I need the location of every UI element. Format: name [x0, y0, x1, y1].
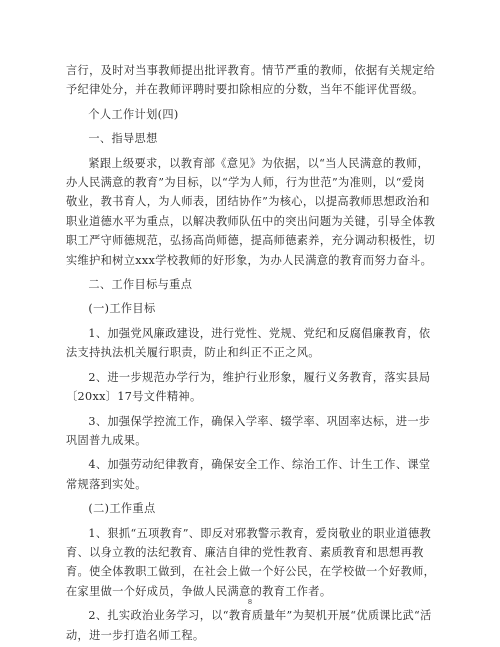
subheading-work-focus: (二)工作重点 — [88, 502, 156, 516]
heading-goals-and-focus: 二、工作目标与重点 — [88, 278, 193, 292]
focus-item-1: 1、狠抓“五项教育”、即反对邪教警示教育，爱岗敬业的职业道德教育、以身立教的法纪教育、廉洁自律的党性教育、素质教育和思想再教育。使全体教职工做到，在社会上做一个好公民，在学校做一个好教师，在家里做一个好成员，争做人民满意的教育工作者。 — [66, 526, 436, 598]
goal-item-2: 2、进一步规范办学行为，维护行业形象，履行义务教育，落实县局〔20xx〕17号文件精神。 — [66, 370, 431, 404]
section-title: 个人工作计划(四) — [88, 107, 179, 121]
goal-item-4: 4、加强劳动纪律教育，确保安全工作、综治工作、计生工作、课堂常规落到实处。 — [66, 458, 431, 491]
goal-item-3: 3、加强保学控流工作，确保入学率、辍学率、巩固率达标，进一步巩固普九成果。 — [66, 414, 431, 447]
page-number: 8 — [247, 598, 253, 606]
heading-guiding-ideology: 一、指导思想 — [88, 132, 158, 146]
paragraph-continuation: 言行，及时对当事教师提出批评教育。情节严重的教师，依据有关规定给予纪律处分，并在教师评聘时要扣除相应的分数，当年不能评优晋级。 — [66, 64, 436, 97]
goal-item-1: 1、加强党风廉政建设，进行党性、党规、党纪和反腐倡廉教育，依法支持执法机关履行职责，防止和纠正不正之风。 — [66, 326, 431, 360]
subheading-work-goals: (一)工作目标 — [88, 302, 156, 316]
paragraph-guiding-ideology: 紧跟上级要求，以教育部《意见》为依据，以“当人民满意的教师，办人民满意的教育”为目标，以“学为人师，行为世范”为准则，以“爱岗敬业，教书育人，为人师表，团结协作”为核心，以提高教师思想政治和职业道德水平为重点，以解决教师队伍中的突出问题为关键，引导全体教职工严守师德规范，弘扬高尚师德，提高师德素养，充分调动积极性，切实维护和树立xxx学校教师的好形象，为办人民满意的教育而努力奋斗。 — [66, 156, 436, 267]
focus-item-2: 2、扎实政治业务学习，以“教育质量年”为契机开展“优质课比武“活动，进一步打造名师工程。 — [66, 609, 432, 642]
document-body — [66, 61, 436, 645]
